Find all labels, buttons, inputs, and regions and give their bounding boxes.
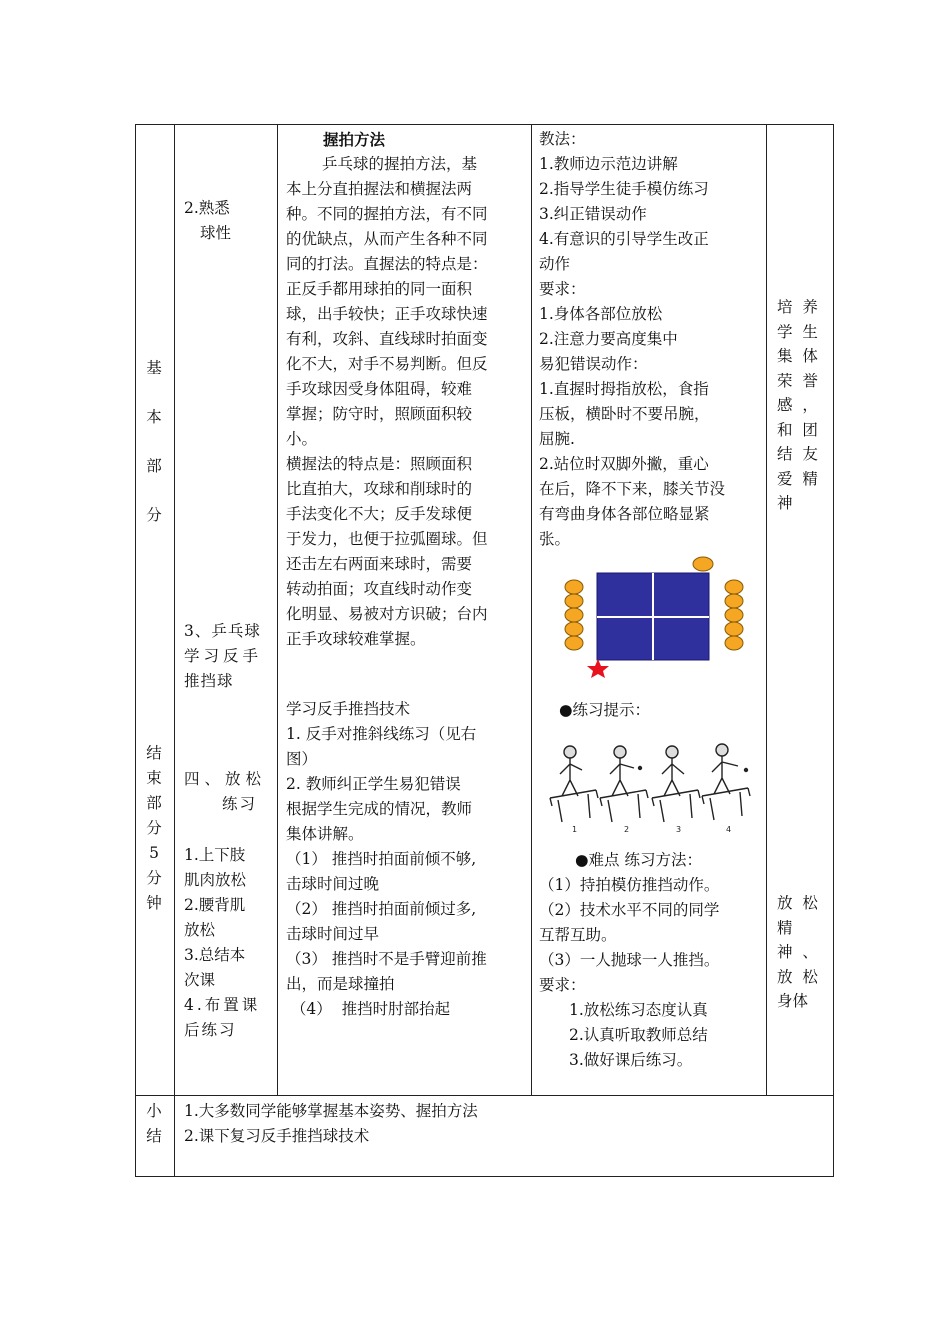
teaching-line: ●难点 练习方法： [575,851,702,869]
paragraph-line: 化不大，对手不易判断。但反 [286,355,488,373]
table-tennis-court-diagram [558,554,748,678]
player-group-right [725,580,743,650]
goal-relax-spirit [777,891,829,1014]
paragraph-line: 学习反手推挡技术 [286,700,411,718]
table-bottom-border [135,1176,833,1177]
paragraph-line: 击球时间过晚 [286,875,380,893]
item-line: 2.腰背肌 [184,896,246,914]
teaching-line: 屈腕. [539,430,575,448]
paragraph-line: 2. 教师纠正学生易犯错误 [286,775,461,793]
teaching-line: 在后，降不下来，膝关节没 [539,480,726,498]
goal-line: 感 ， [777,396,818,414]
section-char: 分 [146,506,162,524]
item-line: 学习反手 [184,647,263,665]
practice-tip-label: ●练习提示： [559,701,651,719]
teaching-line: （3）一人抛球一人推挡。 [539,951,720,969]
paragraph-line: 正反手都用球拍的同一面积 [286,280,473,298]
teaching-line: 张。 [539,530,571,548]
player-top [693,557,713,571]
goal-line: 身体 [777,992,809,1010]
teaching-line: 动作 [539,255,571,273]
goal-line: 培 养 [777,298,818,316]
teaching-line: 1.身体各部位放松 [539,305,663,323]
paragraph-line: 球，出手较快；正手攻球快速 [286,305,488,323]
table-mid-border [135,1095,833,1096]
item-line: 2.熟悉 [184,199,230,217]
item-line: 推挡球 [184,672,234,690]
section-char: 束 [146,769,162,787]
goal-collective-honor [777,295,829,516]
item-line: 四、放松 [184,770,267,788]
paragraph-line: （1） 推挡时拍面前倾不够, [286,850,477,868]
item-line: 后练习 [184,1021,237,1039]
paragraph-line: 有利，攻斜、直线球时拍面变 [286,330,488,348]
paragraph-line: 图） [286,750,318,768]
teaching-line: 3.纠正错误动作 [539,205,647,223]
summary-line: 1.大多数同学能够掌握基本姿势、握拍方法 [184,1102,478,1120]
paragraph-line: 集体讲解。 [286,825,364,843]
paragraph-line: 击球时间过早 [286,925,380,943]
item-line: 肌肉放松 [184,871,247,889]
paragraph-line: 根据学生完成的情况，教师 [286,800,473,818]
teaching-line: 有弯曲身体各部位略显紧 [539,505,710,523]
goal-line: 放 松 [777,894,818,912]
paragraph-line: （4） 推挡时肘部抬起 [286,1000,451,1018]
star-marker [587,659,609,678]
goal-line: 结 友 [777,445,818,463]
item-relax-practice [184,767,266,817]
item-line: 练习 [222,795,258,813]
summary-line: 2.课下复习反手推挡球技术 [184,1127,370,1145]
player-group-left [565,580,583,650]
figure-1 [550,746,598,822]
figure-4 [702,744,750,820]
paragraph-line: 还击左右两面来球时，需要 [286,555,473,573]
section-char: 结 [146,1127,162,1145]
paragraph-line: 手法变化不大；反手发球便 [286,505,473,523]
teaching-line: 4.有意识的引导学生改正 [539,230,709,248]
section-basic-part [144,344,164,540]
paragraph-line: 横握法的特点是：照顾面积 [286,455,473,473]
paragraph-line: 同的打法。直握法的特点是： [286,255,488,273]
teaching-line: 1.教师边示范边讲解 [539,155,678,173]
grip-method-text [286,152,488,652]
item-line: 4.布置课 [184,996,261,1014]
goal-line: 精 [777,918,793,937]
teaching-line: （1）持拍模仿推挡动作。 [539,876,720,894]
goal-line: 爱 精 [777,469,818,488]
teaching-method-text [539,127,725,552]
paragraph-line: 手攻球因受身体阻碍，较难 [286,380,473,398]
paragraph-line: 化明显、易被对方识破；台内 [286,605,488,623]
teaching-line: 1.直握时拇指放松，食指 [539,380,709,398]
table-top-border [135,124,833,125]
goal-line: 学 生 [777,322,818,341]
col-divider-2 [277,124,278,1096]
section-char: 分 [146,869,162,887]
grip-method-heading: 握拍方法 [323,130,386,149]
col-divider-1 [174,124,175,1177]
summary-text [184,1099,478,1149]
teaching-line: 互帮互助。 [539,926,617,944]
item-line: 1.上下肢 [184,846,246,864]
teaching-line: 3.做好课后练习。 [569,1051,693,1069]
section-char: 部 [146,794,162,812]
paragraph-line: 小。 [286,430,318,448]
figure-3 [652,746,700,822]
section-char: 小 [146,1102,162,1120]
figure-number: 3 [676,825,682,834]
section-char: 本 [146,408,162,426]
paragraph-line: 种。不同的握拍方法，有不同 [286,205,488,223]
difficulty-method-text [539,848,719,1073]
teaching-line: 要求： [539,280,586,298]
item-line: 放松 [184,921,216,939]
teaching-line: （2）技术水平不同的同学 [539,901,720,919]
goal-line: 放 松 [777,967,818,986]
backhand-method-text [286,697,487,1022]
paragraph-line: 1. 反手对推斜线练习（见右 [286,725,477,743]
section-ending-part [144,741,164,916]
table-right-border [833,124,834,1177]
teaching-line: 2.注意力要高度集中 [539,330,678,348]
section-char: 基 [146,359,162,377]
teaching-line: 易犯错误动作： [539,355,648,373]
paragraph-line: 乒乓球的握拍方法，基 [322,155,478,173]
push-block-figure-sequence [548,738,754,836]
section-char: 钟 [146,894,162,912]
paragraph-line: 转动拍面；攻直线时动作变 [286,580,473,598]
section-char: 结 [146,744,162,762]
teaching-line: 2.认真听取教师总结 [569,1026,708,1044]
figure-2 [600,746,648,822]
paragraph-line: 正手攻球较难掌握。 [286,630,426,648]
paragraph-line: 掌握；防守时，照顾面积较 [286,405,473,423]
section-char: 分 [146,819,162,837]
item-line: 次课 [184,971,216,989]
paragraph-line: 本上分直拍握法和横握法两 [286,180,473,198]
item-relax-list [184,843,260,1043]
paragraph-line: （2） 推挡时拍面前倾过多, [286,900,477,918]
goal-line: 集 体 [777,347,818,365]
col-divider-3 [531,124,532,1096]
item-backhand-push [184,619,262,694]
teaching-line: 1.放松练习态度认真 [569,1001,708,1019]
section-char: 部 [146,457,162,475]
figure-number: 1 [572,825,578,834]
teaching-line: 2.指导学生徒手模仿练习 [539,180,709,198]
teaching-line: 教法： [539,130,586,148]
teaching-line: 2.站位时双脚外撇，重心 [539,455,709,473]
paragraph-line: 比直拍大，攻球和削球时的 [286,480,473,498]
item-line: 球性 [200,224,232,242]
goal-line: 神 [777,494,793,512]
section-char: 5 [149,844,159,862]
item-line: 3、乒乓球 [184,622,261,640]
paragraph-line: 出，而是球撞拍 [286,975,395,993]
goal-line: 荣 誉 [777,371,818,390]
teaching-line: 要求： [539,976,586,994]
goal-line: 神 、 [777,943,818,961]
paragraph-line: （3） 推挡时不是手臂迎前推 [286,950,487,968]
table-left-border [135,124,136,1177]
col-divider-4 [766,124,767,1096]
item-familiar-ball [184,196,231,246]
paragraph-line: 的优缺点，从而产生各种不同 [286,230,488,248]
figure-number: 2 [624,825,630,834]
section-summary [144,1099,164,1149]
item-line: 3.总结本 [184,946,246,964]
paragraph-line: 于发力，也便于拉弧圈球。但 [286,530,488,548]
teaching-line: 压板，横卧时不要吊腕， [539,405,710,423]
goal-line: 和 团 [777,420,818,439]
figure-number: 4 [726,825,732,834]
